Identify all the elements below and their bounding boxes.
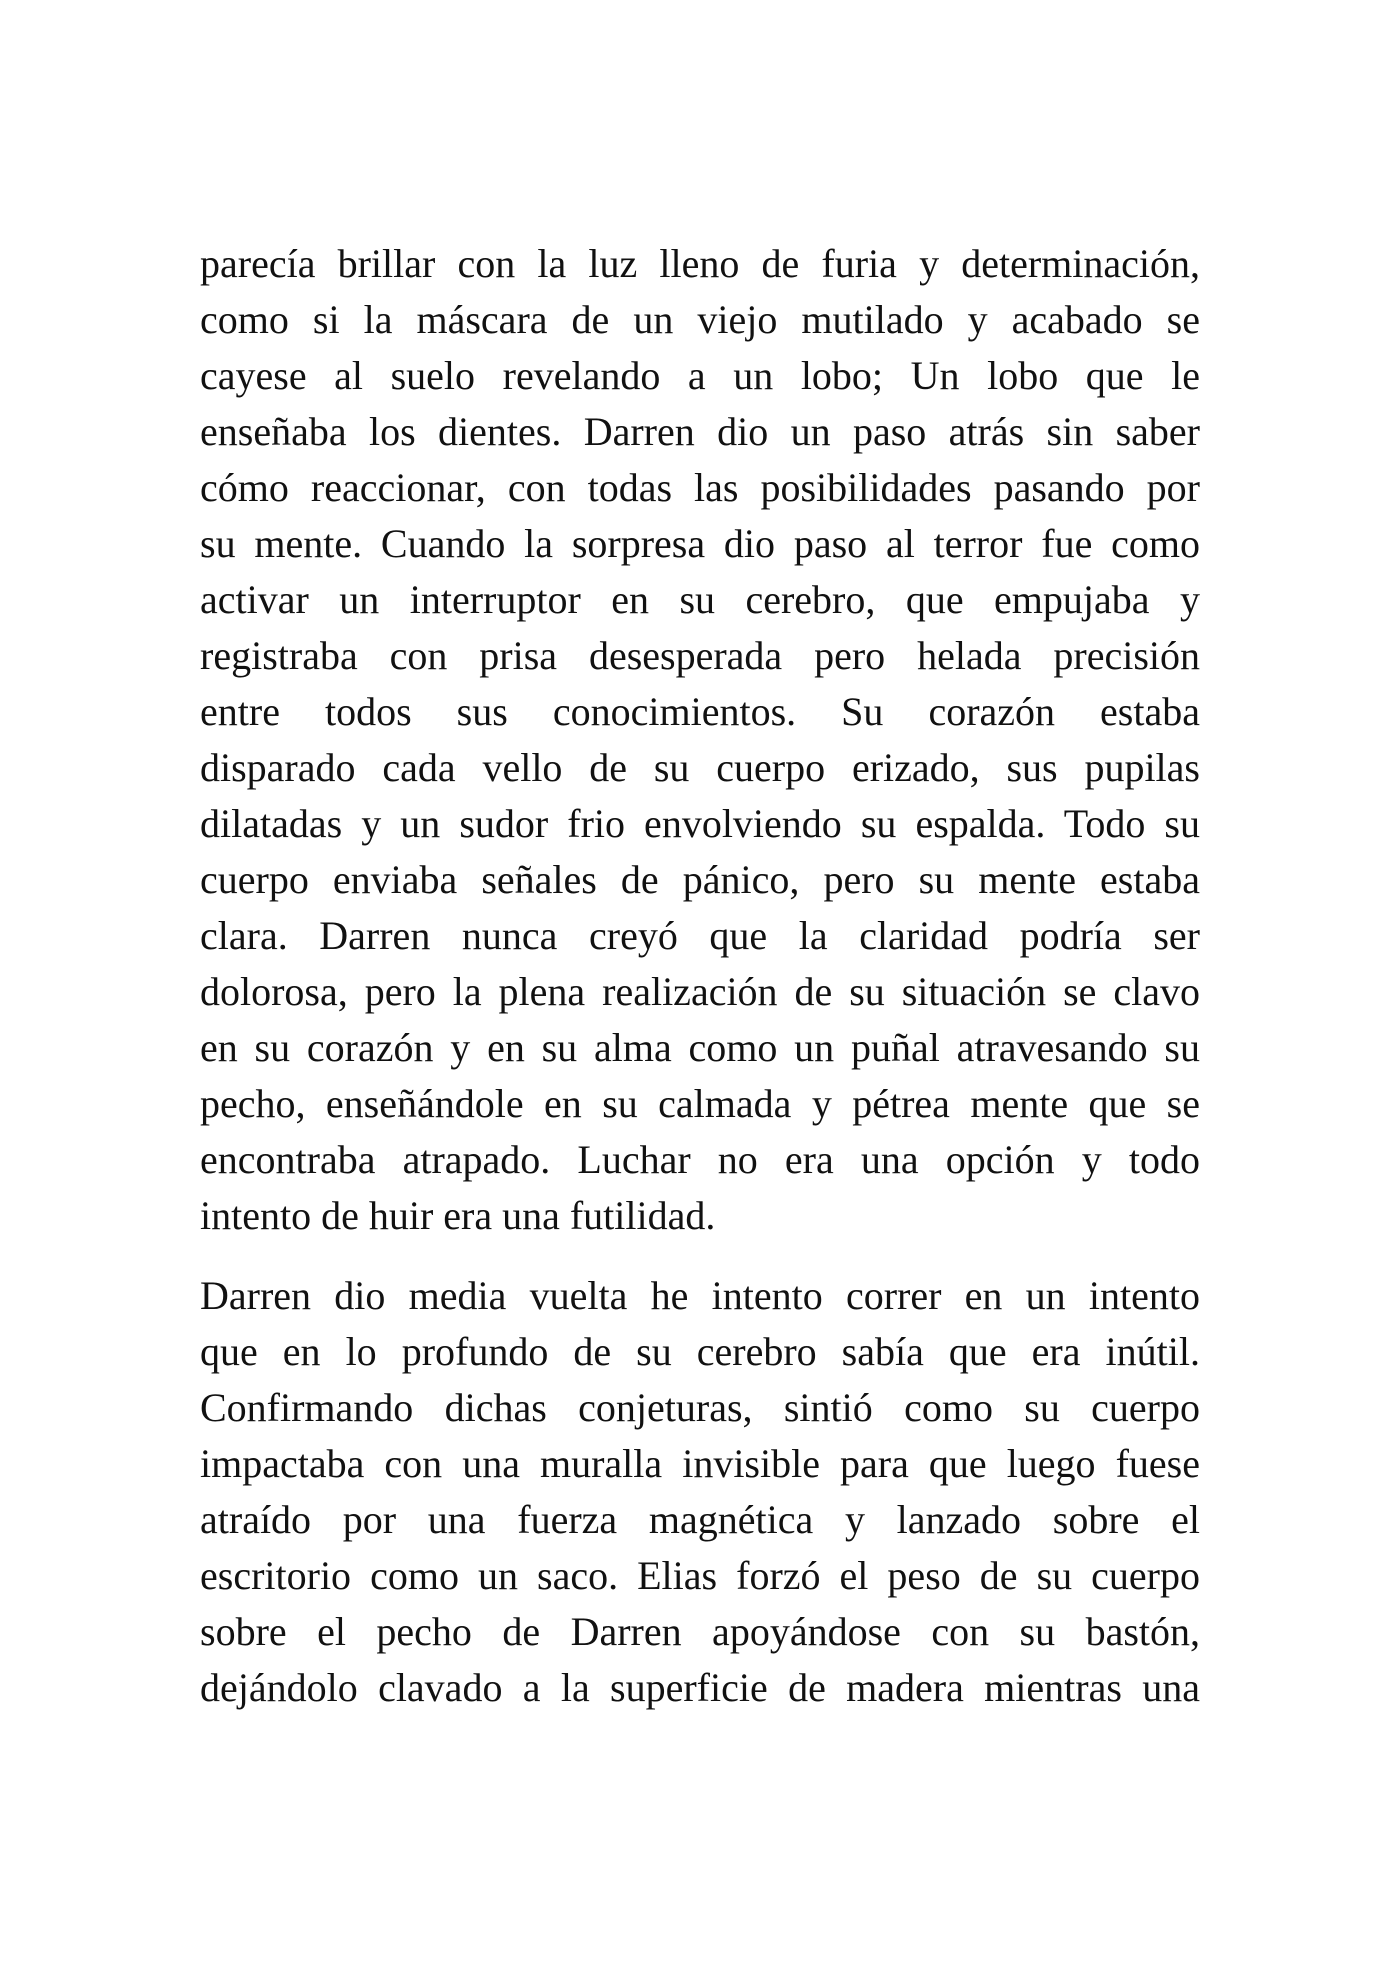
text-line: cuerpo enviaba señales de pánico, pero su mente estaba	[200, 857, 1200, 902]
text-line: atraído por una fuerza magnética y lanzado sobre el	[200, 1497, 1200, 1542]
text-line: intento de huir era una futilidad.	[200, 1193, 716, 1238]
text-line: encontraba atrapado. Luchar no era una opción y todo	[200, 1137, 1200, 1182]
paragraph-2	[200, 1268, 1200, 1716]
text-line: cómo reaccionar, con todas las posibilidades pasando por	[200, 465, 1200, 510]
text-line: pecho, enseñándole en su calmada y pétrea mente que se	[200, 1081, 1200, 1126]
text-line: parecía brillar con la luz lleno de furia y determinación,	[200, 241, 1200, 286]
text-line: dolorosa, pero la plena realización de su situación se clavo	[200, 969, 1200, 1014]
text-line: entre todos sus conocimientos. Su corazón estaba	[200, 689, 1200, 734]
text-line: como si la máscara de un viejo mutilado y acabado se	[200, 297, 1200, 342]
text-line: cayese al suelo revelando a un lobo; Un lobo que le	[200, 353, 1200, 398]
text-line: Confirmando dichas conjeturas, sintió como su cuerpo	[200, 1385, 1200, 1430]
text-line: dejándolo clavado a la superficie de madera mientras una	[200, 1665, 1200, 1710]
text-line: clara. Darren nunca creyó que la claridad podría ser	[200, 913, 1200, 958]
book-page	[200, 236, 1200, 1716]
paragraph-1	[200, 236, 1200, 1244]
text-line: sobre el pecho de Darren apoyándose con su bastón,	[200, 1609, 1200, 1654]
text-line: impactaba con una muralla invisible para que luego fuese	[200, 1441, 1200, 1486]
text-line: escritorio como un saco. Elias forzó el peso de su cuerpo	[200, 1553, 1200, 1598]
text-line: disparado cada vello de su cuerpo erizado, sus pupilas	[200, 745, 1200, 790]
text-line: en su corazón y en su alma como un puñal atravesando su	[200, 1025, 1200, 1070]
text-line: enseñaba los dientes. Darren dio un paso atrás sin saber	[200, 409, 1200, 454]
text-line: dilatadas y un sudor frio envolviendo su espalda. Todo su	[200, 801, 1200, 846]
text-line: su mente. Cuando la sorpresa dio paso al terror fue como	[200, 521, 1200, 566]
text-line: Darren dio media vuelta he intento correr en un intento	[200, 1273, 1200, 1318]
text-line: activar un interruptor en su cerebro, que empujaba y	[200, 577, 1200, 622]
text-line: que en lo profundo de su cerebro sabía que era inútil.	[200, 1329, 1200, 1374]
text-line: registraba con prisa desesperada pero helada precisión	[200, 633, 1200, 678]
